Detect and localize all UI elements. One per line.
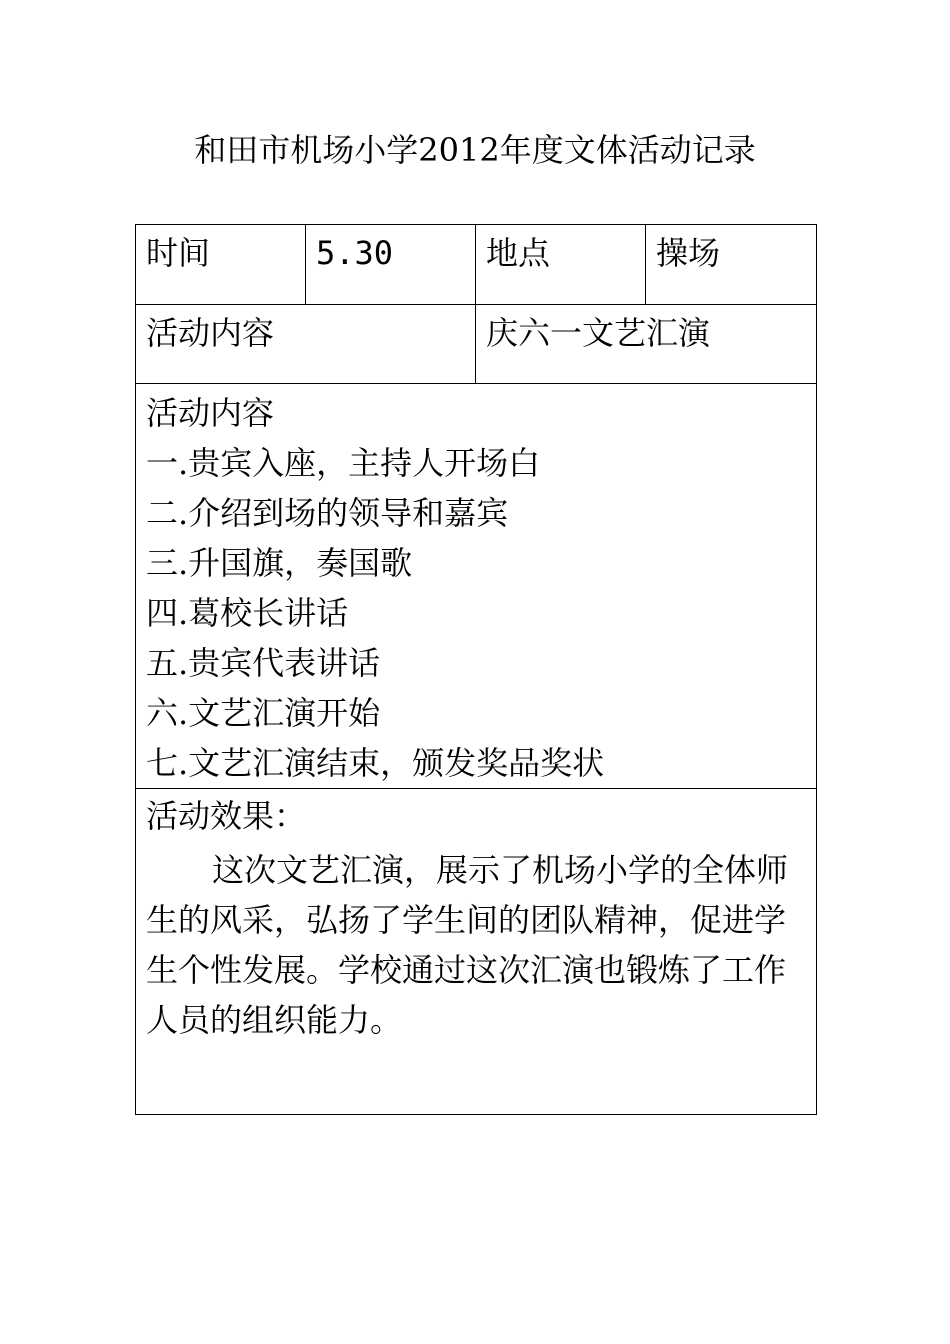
- content-row: [136, 305, 817, 384]
- content-value: 庆六一文艺汇演: [476, 305, 817, 384]
- page-title: 和田市机场小学2012年度文体活动记录: [194, 131, 756, 169]
- program-item: 五.贵宾代表讲话: [146, 644, 381, 682]
- program-cell: [136, 384, 817, 789]
- content-label: 活动内容: [136, 305, 476, 384]
- program-heading: 活动内容: [146, 394, 275, 432]
- place-value: 操场: [646, 225, 817, 305]
- time-value: 5.30: [306, 225, 476, 305]
- place-label: 地点: [476, 225, 646, 305]
- activity-record-table: [135, 224, 817, 1115]
- program-item: 二.介绍到场的领导和嘉宾: [146, 494, 509, 532]
- program-item: 七.文艺汇演结束，颁发奖品奖状: [146, 744, 605, 782]
- program-item: 一.贵宾入座，主持人开场白: [146, 444, 541, 482]
- time-label: 时间: [136, 225, 306, 305]
- effect-text: 这次文艺汇演，展示了机场小学的全体师生的风采，弘扬了学生间的团队精神，促进学生个性发展。学校通过这次汇演也锻炼了工作人员的组织能力。: [146, 851, 789, 1039]
- effect-cell: [136, 789, 817, 1115]
- program-item: 三.升国旗，奏国歌: [146, 544, 413, 582]
- effect-heading: 活动效果：: [146, 797, 307, 835]
- program-item: 六.文艺汇演开始: [146, 694, 381, 732]
- effect-row: [136, 789, 817, 1115]
- program-row: [136, 384, 817, 789]
- time-place-row: [136, 225, 817, 305]
- program-item: 四.葛校长讲话: [146, 594, 349, 632]
